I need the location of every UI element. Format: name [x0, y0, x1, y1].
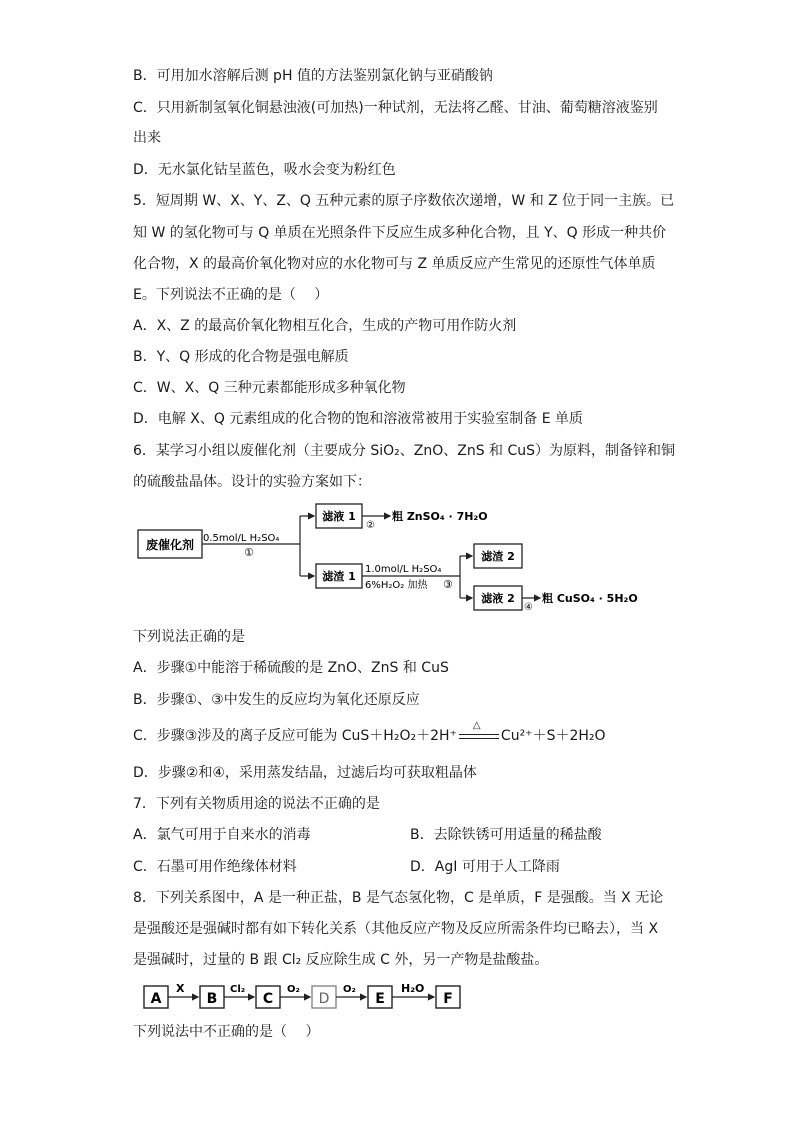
arrow-label-o2-1: O₂	[287, 984, 300, 995]
svg-text:B: B	[206, 991, 218, 1007]
node-a	[144, 986, 168, 1008]
step1-marker: ①	[244, 546, 254, 559]
q6-stem-2: 的硫酸盐晶体。设计的实验方案如下：	[133, 474, 371, 490]
q6-option-c-left: C．步骤③涉及的离子反应可能为 CuS＋H₂O₂＋2H⁺	[133, 728, 457, 744]
q7-stem: 7．下列有关物质用途的说法不正确的是	[133, 796, 380, 812]
q6-stem-1: 6．某学习小组以废催化剂（主要成分 SiO₂、ZnO、ZnS 和 CuS）为原料，制备锌和铜	[133, 443, 676, 459]
box-residue2-label: 滤渣 2	[481, 550, 515, 563]
q8-prompt: 下列说法中不正确的是（ ）	[133, 1024, 320, 1040]
q6-option-c	[133, 720, 606, 746]
option-c: C．只用新制氢氧化铜悬浊液(可加热)一种试剂，无法将乙醛、甘油、葡萄糖溶液鉴别	[133, 100, 658, 116]
svg-text:A: A	[150, 991, 162, 1007]
q7-option-a: A．氯气可用于自来水的消毒	[133, 827, 311, 843]
heat-equals-sign	[457, 720, 501, 746]
arrow-label-cl2: Cl₂	[230, 984, 246, 995]
arrow-label-h2o: H₂O	[401, 982, 425, 995]
box-filtrate1-label: 滤液 1	[322, 510, 356, 523]
q5-stem-3: 化合物，X 的最高价氧化物对应的水化物可与 Z 单质反应产生常见的还原性气体单质	[133, 256, 656, 272]
svg-text:E: E	[375, 991, 385, 1007]
q8-flowchart	[140, 980, 480, 1016]
svg-text:D: D	[318, 991, 330, 1007]
svg-text:F: F	[443, 991, 453, 1007]
node-d	[312, 986, 336, 1008]
q6-option-a: A．步骤①中能溶于稀硫酸的是 ZnO、ZnS 和 CuS	[133, 660, 449, 676]
q6-option-c-right: Cu²⁺＋S＋2H₂O	[500, 728, 606, 744]
heat-delta: △	[472, 720, 481, 731]
q7-option-c: C．石墨可用作绝缘体材料	[133, 859, 297, 875]
cond-step3-b: 6%H₂O₂ 加热	[365, 580, 428, 591]
product-cuso4: 粗 CuSO₄ · 5H₂O	[542, 592, 638, 605]
q8-stem-1: 8．下列关系图中，A 是一种正盐，B 是气态氢化物，C 是单质，F 是强酸。当 X 无论	[133, 890, 664, 906]
node-b	[200, 986, 224, 1008]
option-c-cont: 出来	[133, 130, 161, 146]
node-f	[436, 986, 460, 1008]
box-residue1-label: 滤渣 1	[322, 570, 356, 583]
node-e	[368, 986, 392, 1008]
q5-stem-4: E。下列说法不正确的是（ ）	[133, 287, 329, 303]
q6-option-b: B．步骤①、③中发生的反应均为氧化还原反应	[133, 692, 420, 708]
node-c	[256, 986, 280, 1008]
cond-step3-a: 1.0mol/L H₂SO₄	[365, 564, 442, 575]
q8-stem-2: 是强酸还是强碱时都有如下转化关系（其他反应产物及反应所需条件均已略去），当 X	[133, 921, 659, 937]
step3-marker: ③	[443, 578, 453, 591]
arrow-label-x: X	[176, 982, 185, 995]
cond-step1: 0.5mol/L H₂SO₄	[203, 533, 280, 544]
option-d: D．无水氯化钴呈蓝色，吸水会变为粉红色	[133, 162, 396, 178]
step4-marker: ④	[524, 602, 533, 613]
q7-option-b: B．去除铁锈可用适量的稀盐酸	[410, 827, 602, 843]
box-waste-catalyst-label: 废催化剂	[145, 538, 195, 552]
q5-stem-1: 5．短周期 W、X、Y、Z、Q 五种元素的原子序数依次递增，W 和 Z 位于同一主族。已	[133, 193, 675, 209]
product-znso4: 粗 ZnSO₄ · 7H₂O	[392, 510, 488, 523]
q5-option-d: D．电解 X、Q 元素组成的化合物的饱和溶液常被用于实验室制备 E 单质	[133, 411, 584, 427]
step2-marker: ②	[366, 520, 375, 531]
q5-option-a: A．X、Z 的最高价氧化物相互化合，生成的产物可用作防火剂	[133, 318, 517, 334]
q5-option-b: B．Y、Q 形成的化合物是强电解质	[133, 349, 349, 365]
arrow-label-o2-2: O₂	[343, 984, 356, 995]
q8-stem-3: 是强碱时，过量的 B 跟 Cl₂ 反应除生成 C 外，另一产物是盐酸盐。	[133, 952, 549, 968]
q6-option-d: D．步骤②和④，采用蒸发结晶，过滤后均可获取粗晶体	[133, 765, 477, 781]
box-filtrate2-label: 滤液 2	[481, 592, 515, 605]
q6-prompt: 下列说法正确的是	[133, 629, 245, 645]
q6-flowchart	[130, 492, 670, 622]
q5-stem-2: 知 W 的氢化物可与 Q 单质在光照条件下反应生成多种化合物，且 Y、Q 形成一种共价	[133, 225, 667, 241]
svg-text:C: C	[262, 991, 274, 1007]
q7-option-d: D．AgI 可用于人工降雨	[410, 859, 560, 875]
option-b: B．可用加水溶解后测 pH 值的方法鉴别氯化钠与亚硝酸钠	[133, 68, 493, 84]
q5-option-c: C．W、X、Q 三种元素都能形成多种氧化物	[133, 380, 406, 396]
